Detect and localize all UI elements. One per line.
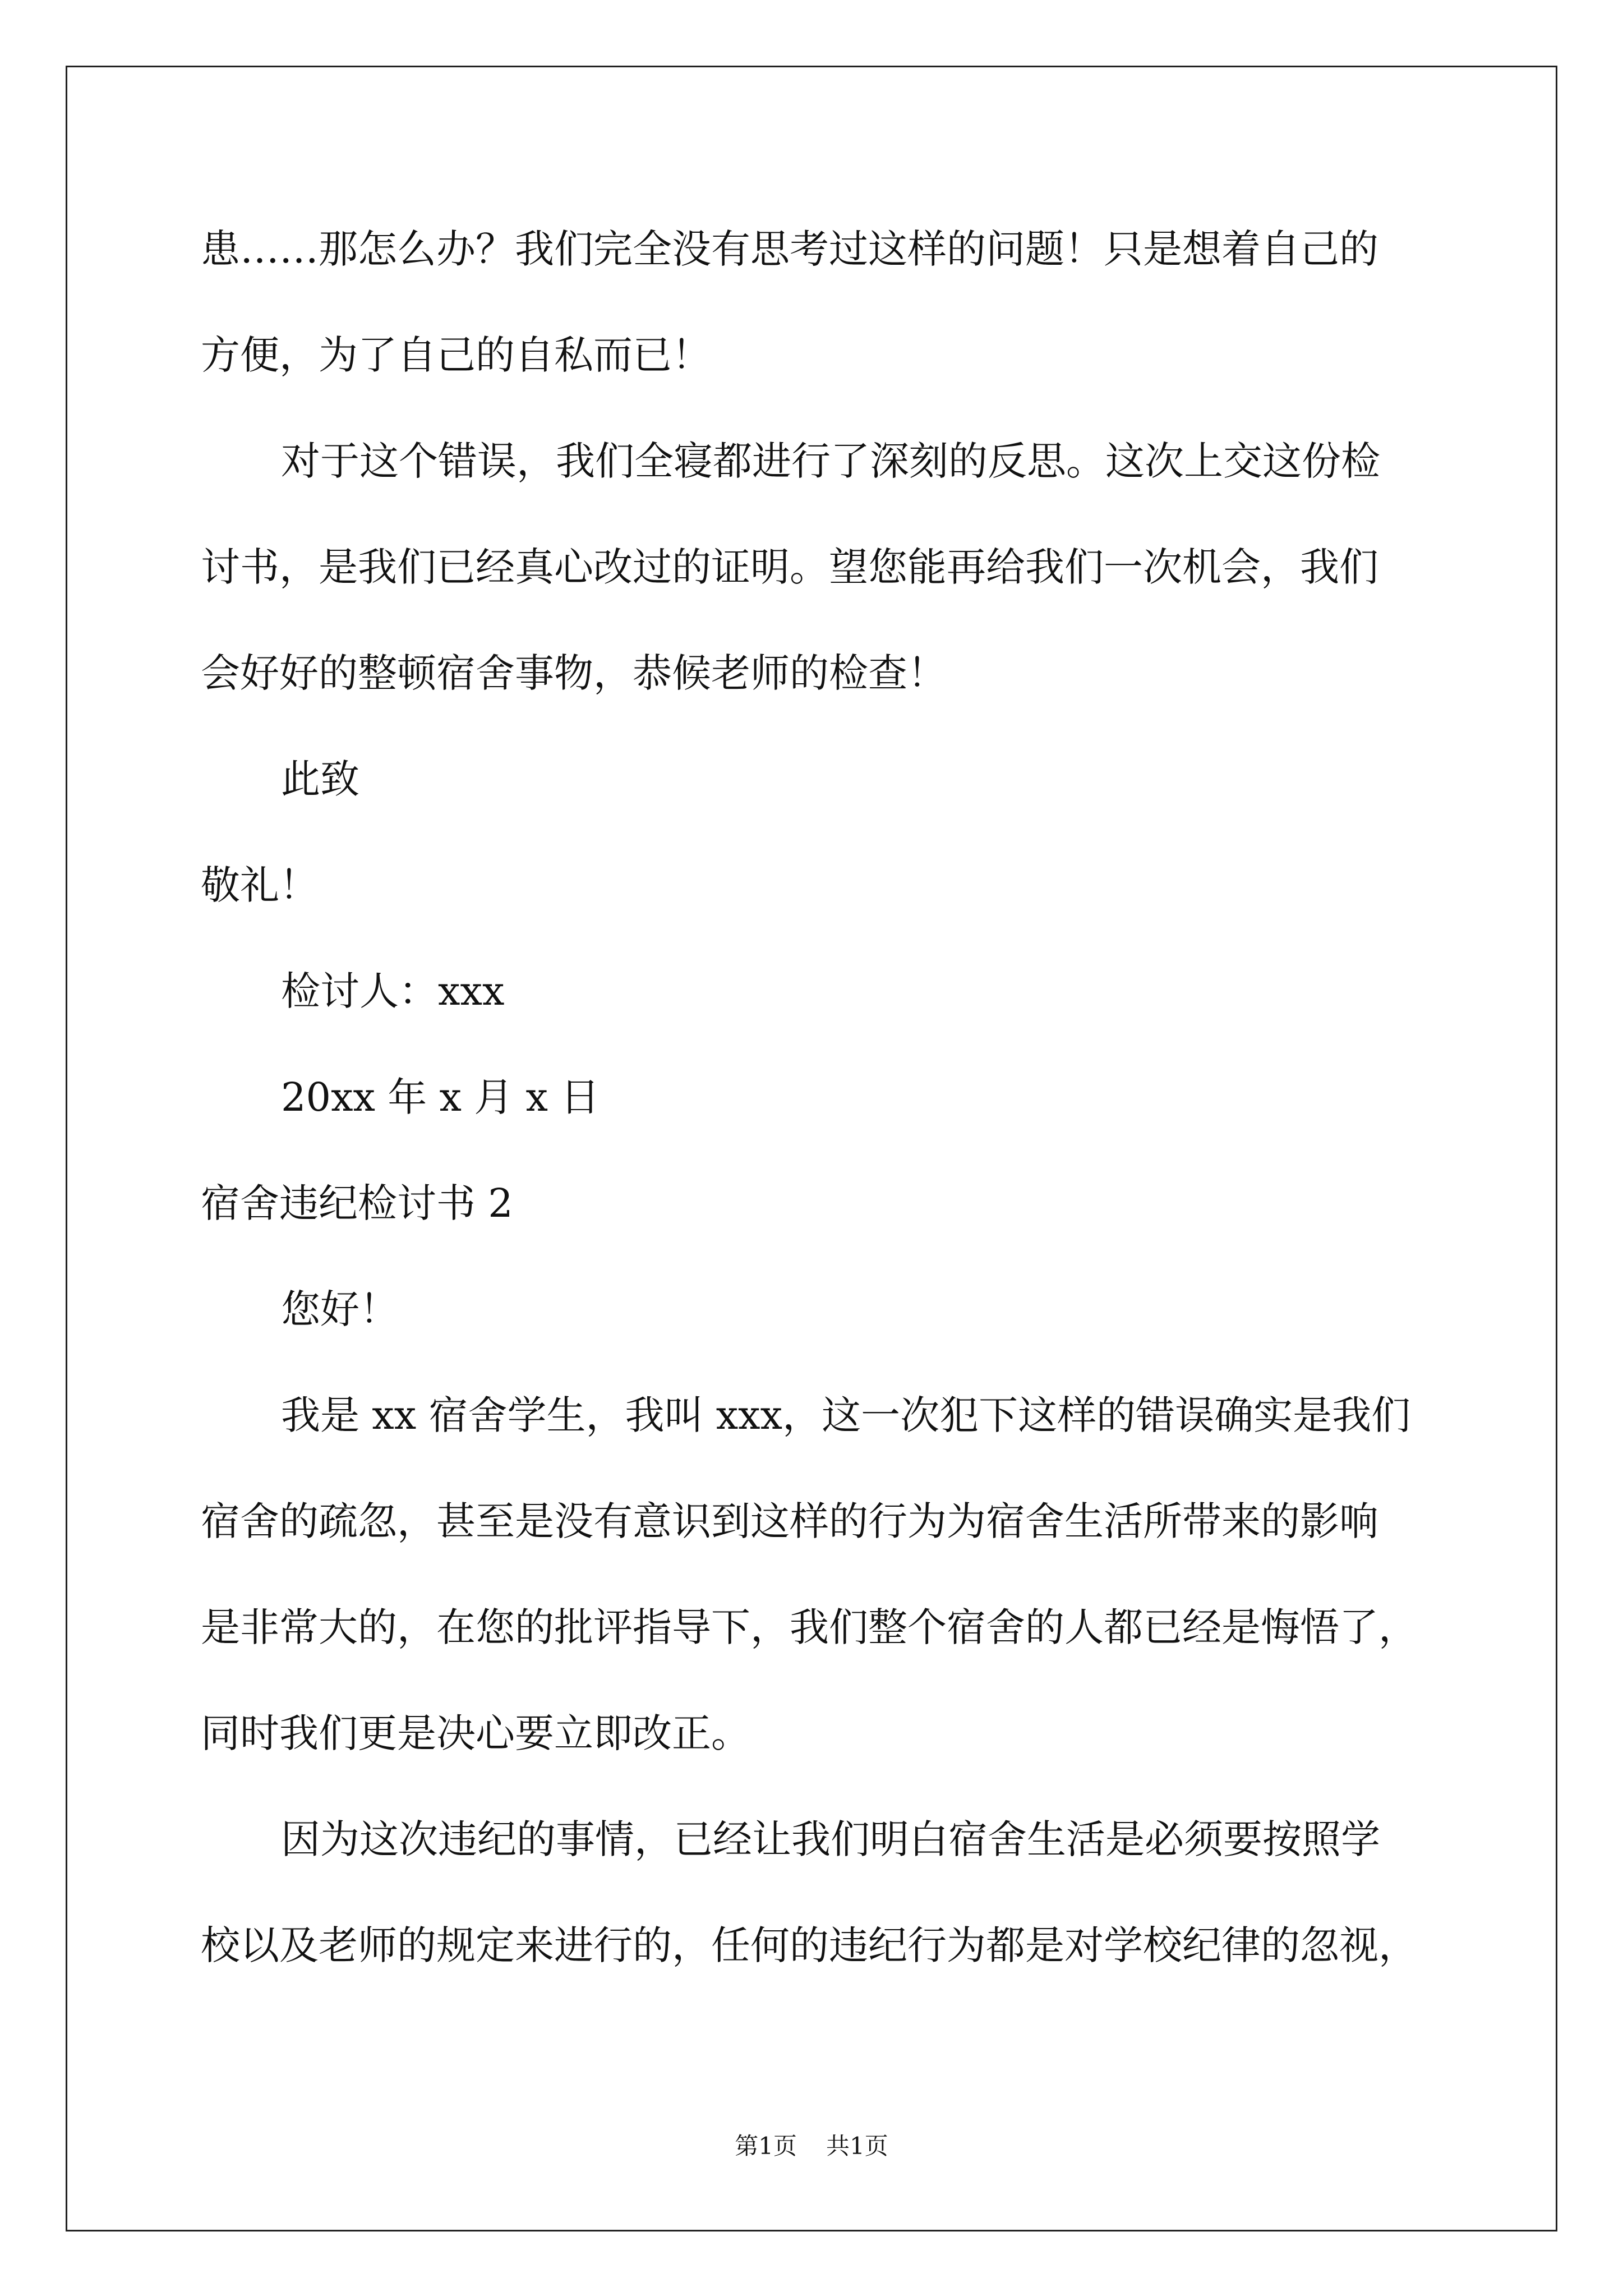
body-line: 方便，为了自己的自私而已！	[201, 332, 711, 378]
page-footer	[0, 2132, 1623, 2161]
page-total: 共1页	[826, 2132, 888, 2160]
body-line: 校以及老师的规定来进行的，任何的违纪行为都是对学校纪律的忽视，	[201, 1922, 1418, 1968]
body-line: 是非常大的，在您的批评指导下，我们整个宿舍的人都已经是悔悟了，	[201, 1604, 1418, 1650]
body-line: 对于这个错误，我们全寝都进行了深刻的反思。这次上交这份检	[281, 438, 1380, 484]
body-line: 讨书，是我们已经真心改过的证明。望您能再给我们一次机会，我们	[201, 544, 1378, 590]
page-number: 第1页	[735, 2132, 797, 2160]
section-title: 宿舍违纪检讨书 2	[201, 1180, 513, 1226]
document-body	[201, 196, 1457, 1999]
body-line: 患……那怎么办？我们完全没有思考过这样的问题！只是想着自己的	[201, 226, 1378, 272]
closing-regards: 敬礼！	[201, 862, 319, 908]
signature-line: 检讨人：xxx	[281, 968, 505, 1014]
closing-salutation: 此致	[281, 756, 359, 802]
date-line: 20xx 年 x 月 x 日	[281, 1074, 600, 1120]
body-line: 因为这次违纪的事情，已经让我们明白宿舍生活是必须要按照学	[281, 1816, 1380, 1862]
body-line: 同时我们更是决心要立即改正。	[201, 1710, 750, 1756]
body-line: 会好好的整顿宿舍事物，恭候老师的检查！	[201, 650, 947, 696]
body-line: 我是 xx 宿舍学生，我叫 xxx，这一次犯下这样的错误确实是我们	[281, 1392, 1411, 1438]
body-line: 宿舍的疏忽，甚至是没有意识到这样的行为为宿舍生活所带来的影响	[201, 1498, 1378, 1544]
greeting-line: 您好！	[281, 1286, 399, 1332]
